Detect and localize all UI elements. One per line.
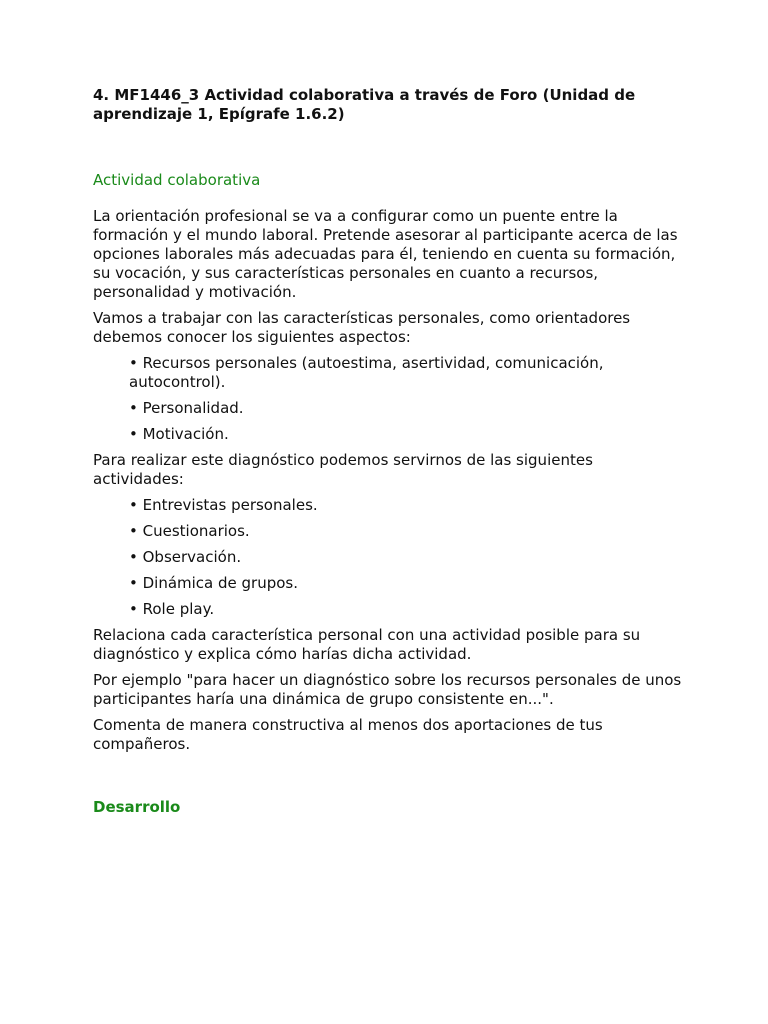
section-heading: Actividad colaborativa <box>93 171 261 189</box>
paragraph-relate: Relaciona cada característica personal con una actividad posible para su diagnóstico y explica cómo harías dicha actividad. <box>93 626 641 663</box>
list-item: • Role play. <box>129 600 215 618</box>
list-item: • Observación. <box>129 548 242 566</box>
list-item: • Personalidad. <box>129 399 244 417</box>
paragraph-example: Por ejemplo "para hacer un diagnóstico sobre los recursos personales de unos participantes haría una dinámica de grupo consistente en...". <box>93 671 682 708</box>
paragraph-intro: La orientación profesional se va a configurar como un puente entre la formación y el mundo laboral. Pretende asesorar al participante acerca de las opciones laborales más adecuadas para él, teniendo en cuenta su formación, su vocación, y sus características personales en cuanto a recursos, personalidad y motivación. <box>93 207 678 301</box>
list-item: • Motivación. <box>129 425 229 443</box>
paragraph-aspects: Vamos a trabajar con las características personales, como orientadores debemos conocer los siguientes aspectos: <box>93 309 631 346</box>
development-heading: Desarrollo <box>93 798 181 816</box>
list-item: • Dinámica de grupos. <box>129 574 299 592</box>
list-item: • Entrevistas personales. <box>129 496 318 514</box>
list-item: • Cuestionarios. <box>129 522 250 540</box>
activities-list <box>93 496 683 619</box>
paragraph-diagnosis: Para realizar este diagnóstico podemos servirnos de las siguientes actividades: <box>93 451 593 488</box>
aspects-list <box>93 354 683 444</box>
paragraph-comment: Comenta de manera constructiva al menos dos aportaciones de tus compañeros. <box>93 716 603 753</box>
document-page <box>93 86 683 817</box>
document-title: 4. MF1446_3 Actividad colaborativa a través de Foro (Unidad de aprendizaje 1, Epígrafe 1.6.2) <box>93 86 636 123</box>
list-item: • Recursos personales (autoestima, asertividad, comunicación, autocontrol). <box>129 354 604 391</box>
